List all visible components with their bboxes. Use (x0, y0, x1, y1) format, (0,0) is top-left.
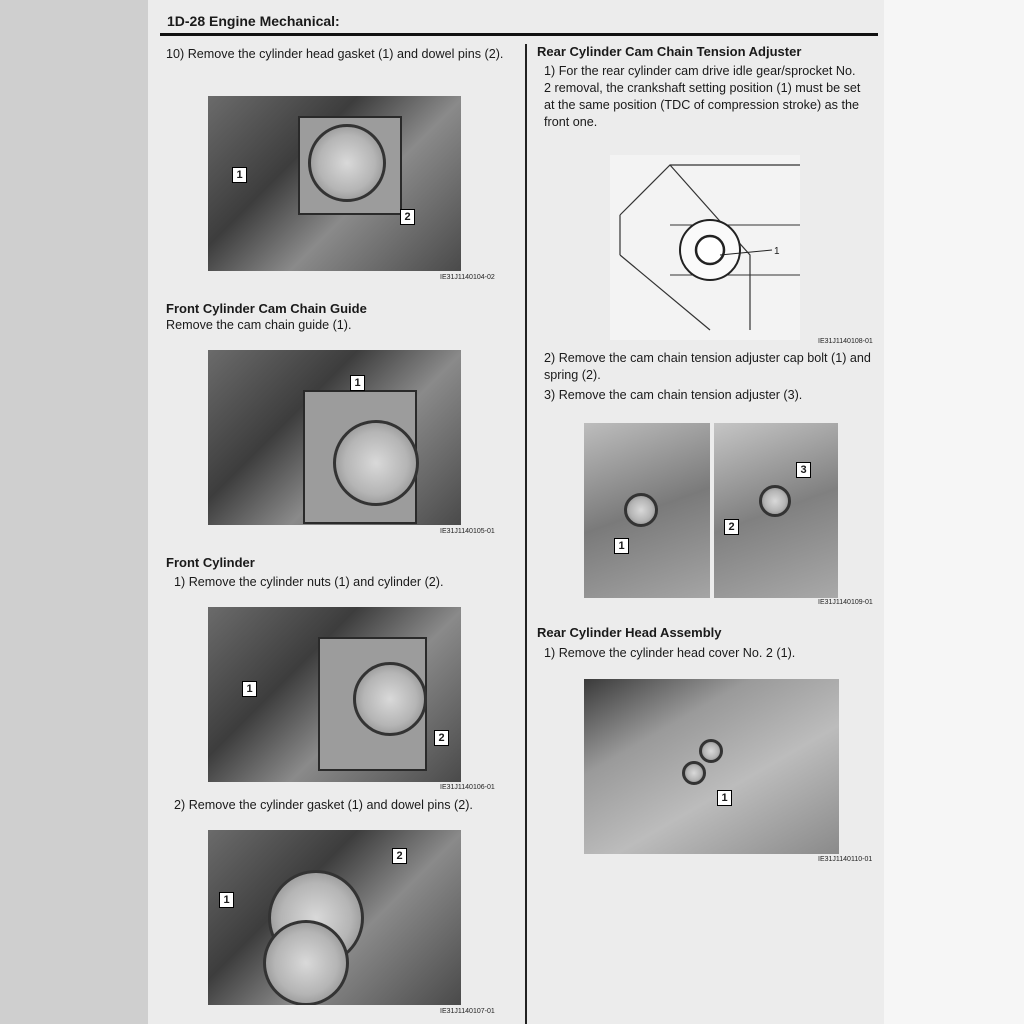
figure-caption: IE31J1140104-02 (440, 274, 495, 281)
figure-caption: IE31J1140110-01 (818, 856, 873, 863)
figure-cylinder-head-cover (584, 679, 839, 854)
figure-crankshaft-position-drawing (610, 155, 800, 340)
figure-caption: IE31J1140109-01 (818, 599, 873, 606)
figure-caption: IE31J1140105-01 (440, 528, 495, 535)
section-heading-front-cam-chain-guide: Front Cylinder Cam Chain Guide (166, 301, 367, 316)
header-divider (160, 33, 878, 36)
front-cylinder-step-1: 1) Remove the cylinder nuts (1) and cylinder (2). (174, 575, 444, 589)
front-guide-text: Remove the cam chain guide (1). (166, 318, 352, 332)
figure-head-gasket (208, 96, 461, 271)
figure-tension-adjuster-left (584, 423, 710, 598)
figure-caption: IE31J1140107-01 (440, 1008, 495, 1015)
figure-cylinder-gasket (208, 830, 461, 1005)
next-page-edge (884, 0, 1024, 1024)
section-heading-front-cylinder: Front Cylinder (166, 555, 255, 570)
callout-2: 2 (400, 209, 415, 225)
tension-step-2: 2) Remove the cam chain tension adjuster cap bolt (1) and spring (2). (544, 351, 871, 382)
front-cylinder-step-2: 2) Remove the cylinder gasket (1) and dowel pins (2). (174, 798, 473, 812)
callout-1: 1 (717, 790, 732, 806)
callout-2: 2 (392, 848, 407, 864)
callout-1: 1 (219, 892, 234, 908)
step-10-text: 10) Remove the cylinder head gasket (1) and dowel pins (2). (166, 47, 504, 61)
tension-step-1: 1) For the rear cylinder cam drive idle gear/sprocket No. 2 removal, the crankshaft setting position (1) must be set at the same position (TDC of compression stroke) as the front one. (544, 64, 861, 129)
callout-2: 2 (724, 519, 739, 535)
section-heading-rear-tension-adjuster: Rear Cylinder Cam Chain Tension Adjuster (537, 44, 802, 59)
callout-1: 1 (242, 681, 257, 697)
callout-1: 1 (232, 167, 247, 183)
callout-2: 2 (434, 730, 449, 746)
page-header-title: 1D-28 Engine Mechanical: (167, 13, 340, 29)
callout-1: 1 (614, 538, 629, 554)
figure-caption: IE31J1140106-01 (440, 784, 495, 791)
callout-1: 1 (774, 246, 780, 257)
column-divider (525, 44, 527, 1024)
callout-3: 3 (796, 462, 811, 478)
section-heading-rear-head-assembly: Rear Cylinder Head Assembly (537, 625, 722, 640)
tension-step-3: 3) Remove the cam chain tension adjuster (3). (544, 388, 803, 402)
callout-1: 1 (350, 375, 365, 391)
figure-tension-adjuster-right (714, 423, 838, 598)
figure-cam-chain-guide (208, 350, 461, 525)
figure-caption: IE31J1140108-01 (818, 338, 873, 345)
head-assembly-step-1: 1) Remove the cylinder head cover No. 2 (1). (544, 646, 796, 660)
